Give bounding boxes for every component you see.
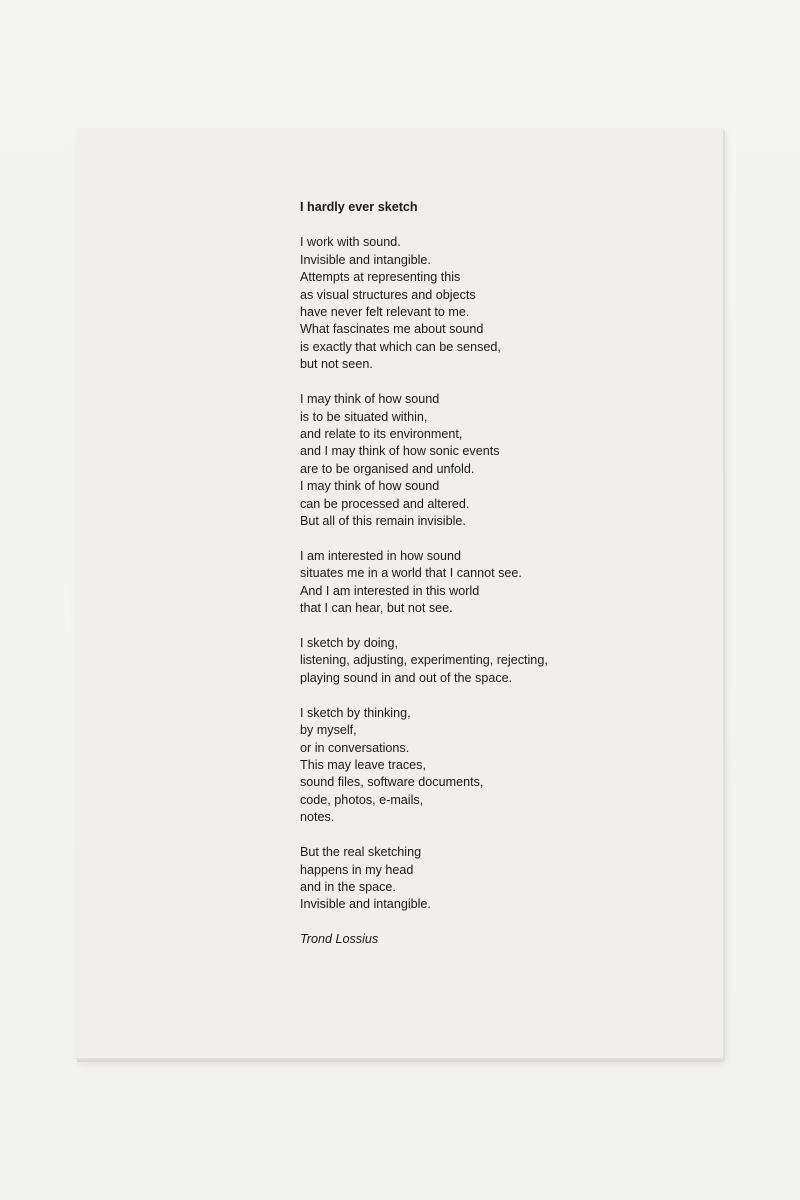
poem-stanza — [300, 705, 640, 827]
poem-line: What fascinates me about sound — [300, 322, 484, 337]
poem-line: I sketch by doing, — [300, 636, 399, 651]
poem-line: playing sound in and out of the space. — [300, 670, 513, 685]
poem-line: notes. — [300, 810, 335, 825]
poem-line: sound files, software documents, — [300, 775, 484, 790]
poem-line: Attempts at representing this — [300, 270, 461, 285]
poem-stanza — [300, 234, 640, 373]
poem-line: as visual structures and objects — [300, 287, 476, 302]
poem-line: Invisible and intangible. — [300, 252, 431, 267]
poem-line: But the real sketching — [300, 845, 422, 860]
poem-stanza — [300, 844, 640, 914]
poem-line: and relate to its environment, — [300, 426, 463, 441]
poem-line: and in the space. — [300, 879, 396, 894]
poem-line: have never felt relevant to me. — [300, 305, 470, 320]
poem-line: And I am interested in this world — [300, 583, 480, 598]
poem-line: are to be organised and unfold. — [300, 461, 475, 476]
poem-line: but not seen. — [300, 357, 373, 372]
poem-line: Invisible and intangible. — [300, 897, 431, 912]
poem-line: can be processed and altered. — [300, 496, 470, 511]
poem-line: listening, adjusting, experimenting, rejecting, — [300, 653, 548, 668]
poem-line: I may think of how sound — [300, 479, 440, 494]
poem-line: But all of this remain invisible. — [300, 514, 466, 528]
poem-title: I hardly ever sketch — [300, 200, 418, 214]
poem-line: that I can hear, but not see. — [300, 601, 453, 616]
poem-stanza — [300, 391, 640, 530]
poem-line: happens in my head — [300, 862, 414, 877]
poem-line: I am interested in how sound — [300, 548, 462, 563]
poem-line: This may leave traces, — [300, 757, 426, 772]
poem-line: is to be situated within, — [300, 409, 428, 424]
poem-line: by myself, — [300, 723, 357, 738]
poem-text — [300, 199, 640, 949]
poem-author: Trond Lossius — [300, 932, 379, 947]
poem-line: I sketch by thinking, — [300, 705, 411, 720]
poem-line: code, photos, e-mails, — [300, 792, 424, 807]
poem-line: is exactly that which can be sensed, — [300, 339, 501, 354]
poem-line: I may think of how sound — [300, 392, 440, 407]
poem-line: situates me in a world that I cannot see. — [300, 566, 522, 581]
poem-stanza — [300, 635, 640, 687]
poem-line: and I may think of how sonic events — [300, 444, 500, 459]
poem-stanzas — [300, 234, 640, 913]
poem-stanza — [300, 548, 640, 618]
poem-line: or in conversations. — [300, 740, 410, 755]
poem-line: I work with sound. — [300, 235, 401, 250]
panel-bottom-edge — [77, 1058, 723, 1062]
